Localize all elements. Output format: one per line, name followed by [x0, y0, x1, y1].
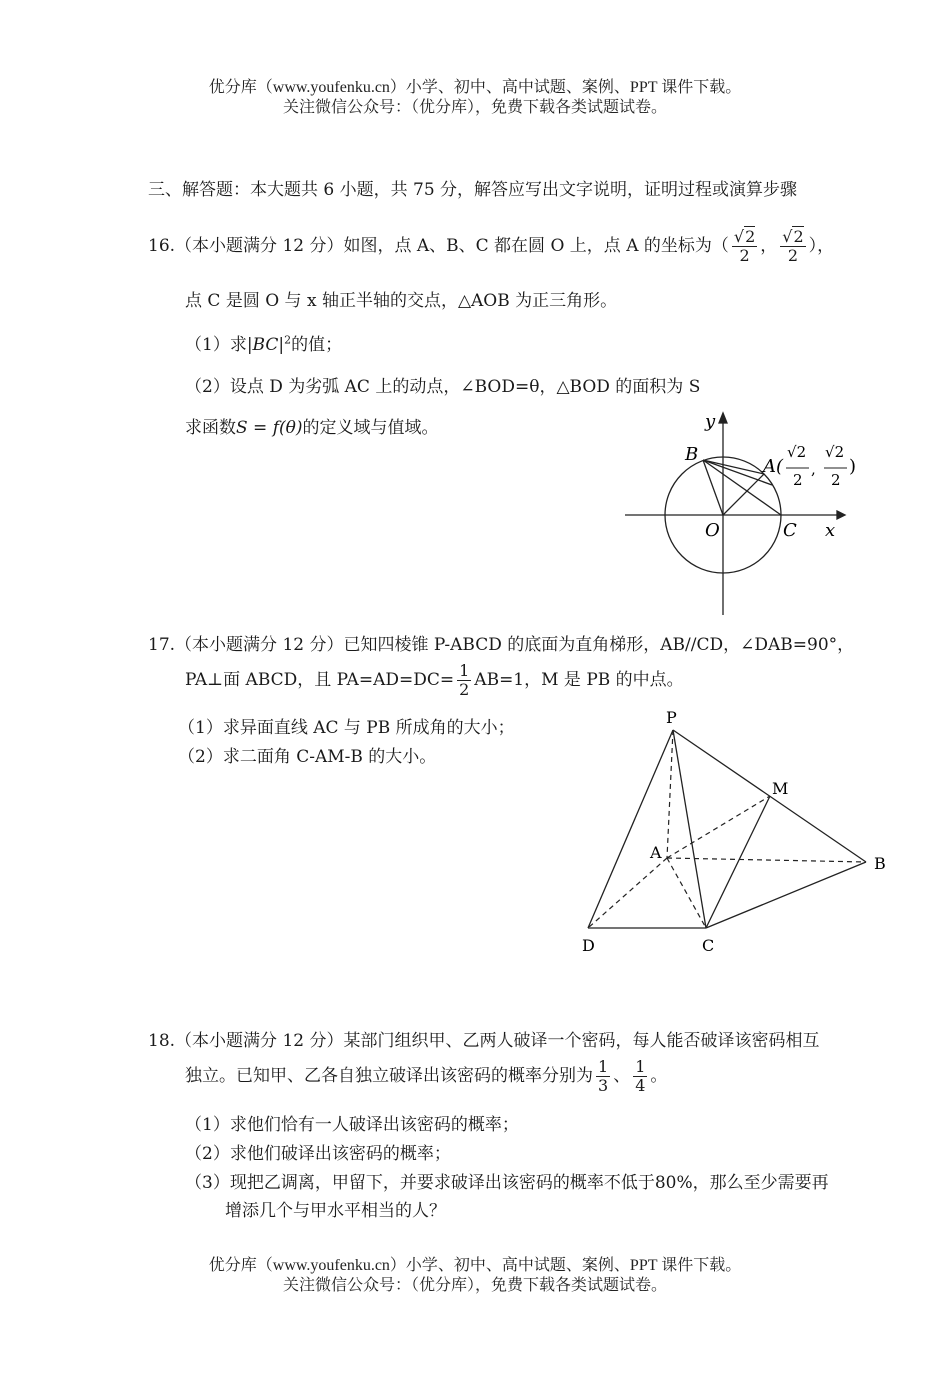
label-x: x: [825, 520, 836, 541]
label-y: y: [705, 411, 716, 432]
q16-coord-x: $\frac{√2}{2}$: [733, 227, 756, 265]
header-line-1: 优分库（www.youfenku.cn）小学、初中、高中试题、案例、PPT 课件下载。: [208, 79, 742, 96]
q18-part2: （2）求他们破译出该密码的概率；: [185, 1144, 451, 1164]
label-m: M: [772, 779, 789, 798]
y-axis-arrow-icon: [719, 413, 727, 423]
label-a-sqrt1: √2: [787, 443, 807, 461]
x-axis-arrow-icon: [837, 511, 845, 519]
label-a: A(: [763, 456, 784, 477]
edge-ab: [667, 858, 866, 862]
q16-circle-figure: [615, 405, 895, 620]
q18-fraction-1-3: $\frac{1}{3}$: [598, 1057, 609, 1095]
section-title: 三、解答题：本大题共 6 小题，共 75 分，解答应写出文字说明，证明过程或演算步骤: [148, 180, 798, 200]
footer-line-1: 优分库（www.youfenku.cn）小学、初中、高中试题、案例、PPT 课件下载。: [208, 1257, 742, 1274]
label-a-sqrt2: √2: [825, 443, 845, 461]
q16-part2: （2）设点 D 为劣弧 AC 上的动点，∠BOD=θ，△BOD 的面积为 S: [185, 377, 701, 397]
q17-pyramid-figure: [570, 705, 900, 965]
label-o: O: [705, 520, 720, 541]
label-d: D: [582, 936, 595, 955]
q16-part1: （1）求$|BC|^2$的值；: [185, 333, 343, 355]
header-line-2: 关注微信公众号：（优分库），免费下载各类试题试卷。: [282, 99, 667, 116]
q16-bc-expr: |BC|: [246, 335, 285, 355]
edge-pa: [667, 730, 673, 858]
edge-pd: [588, 730, 673, 928]
q16-func-expr: S = f(θ): [236, 418, 303, 438]
q18-line2: 独立。已知甲、乙各自独立破译出该密码的概率分别为 $\frac{1}{3}$ 、 $\frac{1}{4}$ 。: [185, 1057, 668, 1095]
q18-part3b: 增添几个与甲水平相当的人？: [225, 1201, 446, 1221]
q17-half-fraction: $\frac{1}{2}$: [459, 661, 470, 699]
label-a-close: ): [849, 456, 857, 477]
label-a-den2: 2: [831, 471, 841, 489]
q18-line1: 18.（本小题满分 12 分）某部门组织甲、乙两人破译一个密码，每人能否破译该密码相互: [148, 1031, 820, 1051]
label-c: C: [702, 936, 715, 955]
segment-ob: [703, 460, 723, 515]
q16-part2b: 求函数S = f(θ)的定义域与值域。: [185, 418, 439, 438]
q17-line1: 17.（本小题满分 12 分）已知四棱锥 P-ABCD 的底面为直角梯形，AB//CD，∠DAB=90°，: [148, 635, 855, 655]
label-b: B: [685, 444, 699, 465]
q16-intro: 16.（本小题满分 12 分）如图，点 A、B、C 都在圆 O 上，点 A 的坐标为（ $\frac{√2}{2}$ ， $\frac{√2}{2}$ ），: [148, 227, 835, 265]
q16-line2: 点 C 是圆 O 与 x 轴正半轴的交点，△AOB 为正三角形。: [185, 291, 618, 311]
label-a-comma: ,: [811, 460, 816, 478]
label-b: B: [874, 854, 886, 873]
label-p: P: [666, 708, 677, 727]
q16-coord-y: $\frac{√2}{2}$: [782, 227, 804, 265]
q17-part1: （1）求异面直线 AC 与 PB 所成角的大小；: [178, 718, 515, 738]
q18-part1: （1）求他们恰有一人破译出该密码的概率；: [185, 1115, 519, 1135]
q17-line2: PA⊥面 ABCD，且 PA=AD=DC= $\frac{1}{2}$ AB=1，M 是 PB 的中点。: [185, 661, 684, 699]
footer-line-2: 关注微信公众号：（优分库），免费下载各类试题试卷。: [282, 1277, 667, 1294]
edge-ad: [588, 858, 667, 928]
label-a: A: [650, 843, 662, 862]
q18-part3: （3）现把乙调离，甲留下，并要求破译出该密码的概率不低于80%，那么至少需要再: [185, 1173, 829, 1193]
edge-cb: [706, 862, 866, 928]
label-c: C: [783, 520, 797, 541]
q17-part2: （2）求二面角 C-AM-B 的大小。: [178, 747, 437, 767]
q18-fraction-1-4: $\frac{1}{4}$: [635, 1057, 646, 1095]
q16-intro-text: 16.（本小题满分 12 分）如图，点 A、B、C 都在圆 O 上，点 A 的坐标为（: [148, 236, 729, 256]
label-a-den1: 2: [793, 471, 803, 489]
